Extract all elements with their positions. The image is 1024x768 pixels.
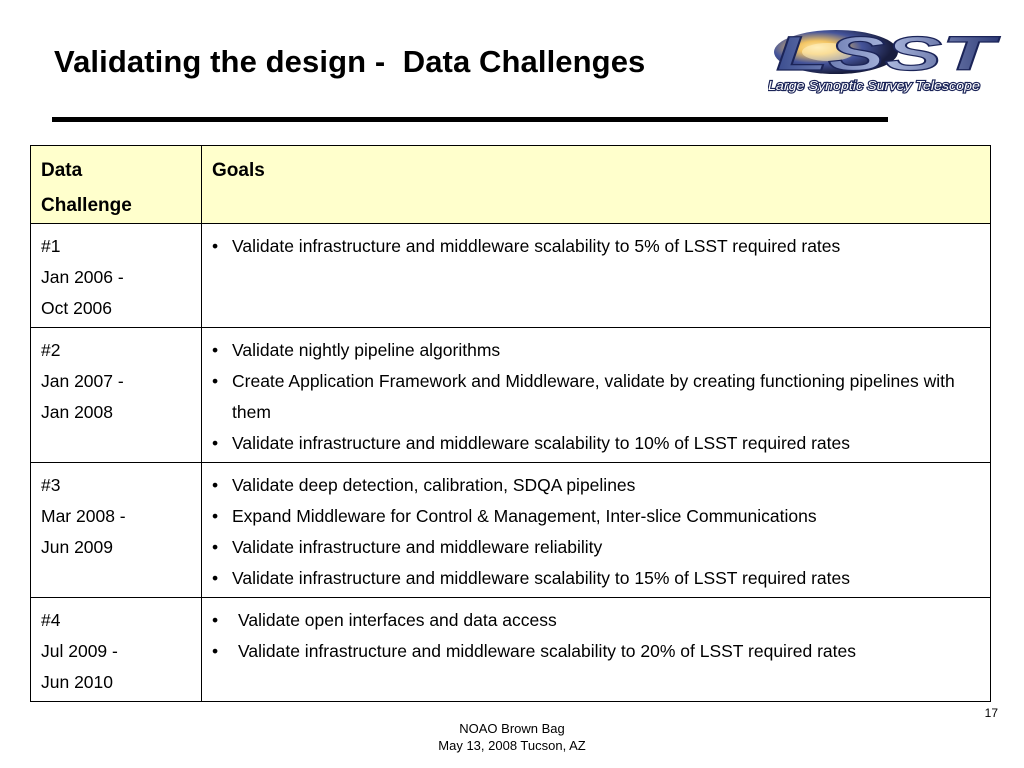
- table-header-row: [31, 146, 991, 224]
- challenge-cell: [31, 598, 202, 702]
- footer-date-location: May 13, 2008 Tucson, AZ: [438, 738, 586, 753]
- footer-event: NOAO Brown Bag: [459, 721, 565, 736]
- goal-item: • Validate open interfaces and data access: [212, 605, 980, 636]
- challenge-number: #1: [41, 236, 61, 256]
- table-row: [31, 328, 991, 463]
- challenge-start: Mar 2008 -: [41, 506, 126, 526]
- challenge-cell: [31, 463, 202, 598]
- challenge-end: Oct 2006: [41, 298, 113, 318]
- footer: [0, 720, 1024, 754]
- goals-list: [212, 605, 980, 667]
- goals-list: [212, 231, 980, 262]
- challenge-number: #3: [41, 475, 61, 495]
- data-challenges-table: [30, 145, 991, 702]
- goal-item: • Validate deep detection, calibration, SDQA pipelines: [212, 470, 980, 501]
- challenge-end: Jan 2008: [41, 402, 114, 422]
- goal-item: • Validate infrastructure and middleware scalability to 5% of LSST required rates: [212, 231, 980, 262]
- goal-item: • Validate infrastructure and middleware scalability to 15% of LSST required rates: [212, 563, 980, 594]
- page-number: 17: [984, 706, 998, 720]
- goal-item: • Create Application Framework and Middleware, validate by creating functioning pipelines with them: [212, 366, 980, 428]
- challenge-start: Jul 2009 -: [41, 641, 118, 661]
- table-row: [31, 463, 991, 598]
- goal-item: • Validate nightly pipeline algorithms: [212, 335, 980, 366]
- lsst-logo: [768, 22, 1002, 96]
- goal-item: • Validate infrastructure and middleware reliability: [212, 532, 980, 563]
- slide-title: Validating the design - Data Challenges: [54, 44, 646, 79]
- challenge-end: Jun 2009: [41, 537, 114, 557]
- goal-item: • Validate infrastructure and middleware scalability to 10% of LSST required rates: [212, 428, 980, 459]
- goals-cell: [202, 224, 991, 328]
- goal-item: • Validate infrastructure and middleware scalability to 20% of LSST required rates: [212, 636, 980, 667]
- challenge-start: Jan 2007 -: [41, 371, 124, 391]
- table-row: [31, 598, 991, 702]
- challenge-number: #2: [41, 340, 61, 360]
- challenge-number: #4: [41, 610, 61, 630]
- goal-item: • Expand Middleware for Control & Management, Inter-slice Communications: [212, 501, 980, 532]
- challenge-cell: [31, 328, 202, 463]
- header-data-challenge: [31, 146, 202, 224]
- challenge-start: Jan 2006 -: [41, 267, 124, 287]
- goals-list: [212, 335, 980, 459]
- table-row: [31, 224, 991, 328]
- challenge-cell: [31, 224, 202, 328]
- header-line: Challenge: [41, 195, 132, 216]
- logo-wordmark: LSST: [776, 28, 1001, 81]
- goals-cell: [202, 463, 991, 598]
- goals-cell: [202, 328, 991, 463]
- header-line: Data: [41, 160, 83, 181]
- title-underline: [52, 117, 888, 122]
- logo-caption: Large Synoptic Survey Telescope: [768, 78, 980, 93]
- challenge-end: Jun 2010: [41, 672, 114, 692]
- header-goals: Goals: [202, 146, 991, 224]
- goals-cell: [202, 598, 991, 702]
- goals-list: [212, 470, 980, 594]
